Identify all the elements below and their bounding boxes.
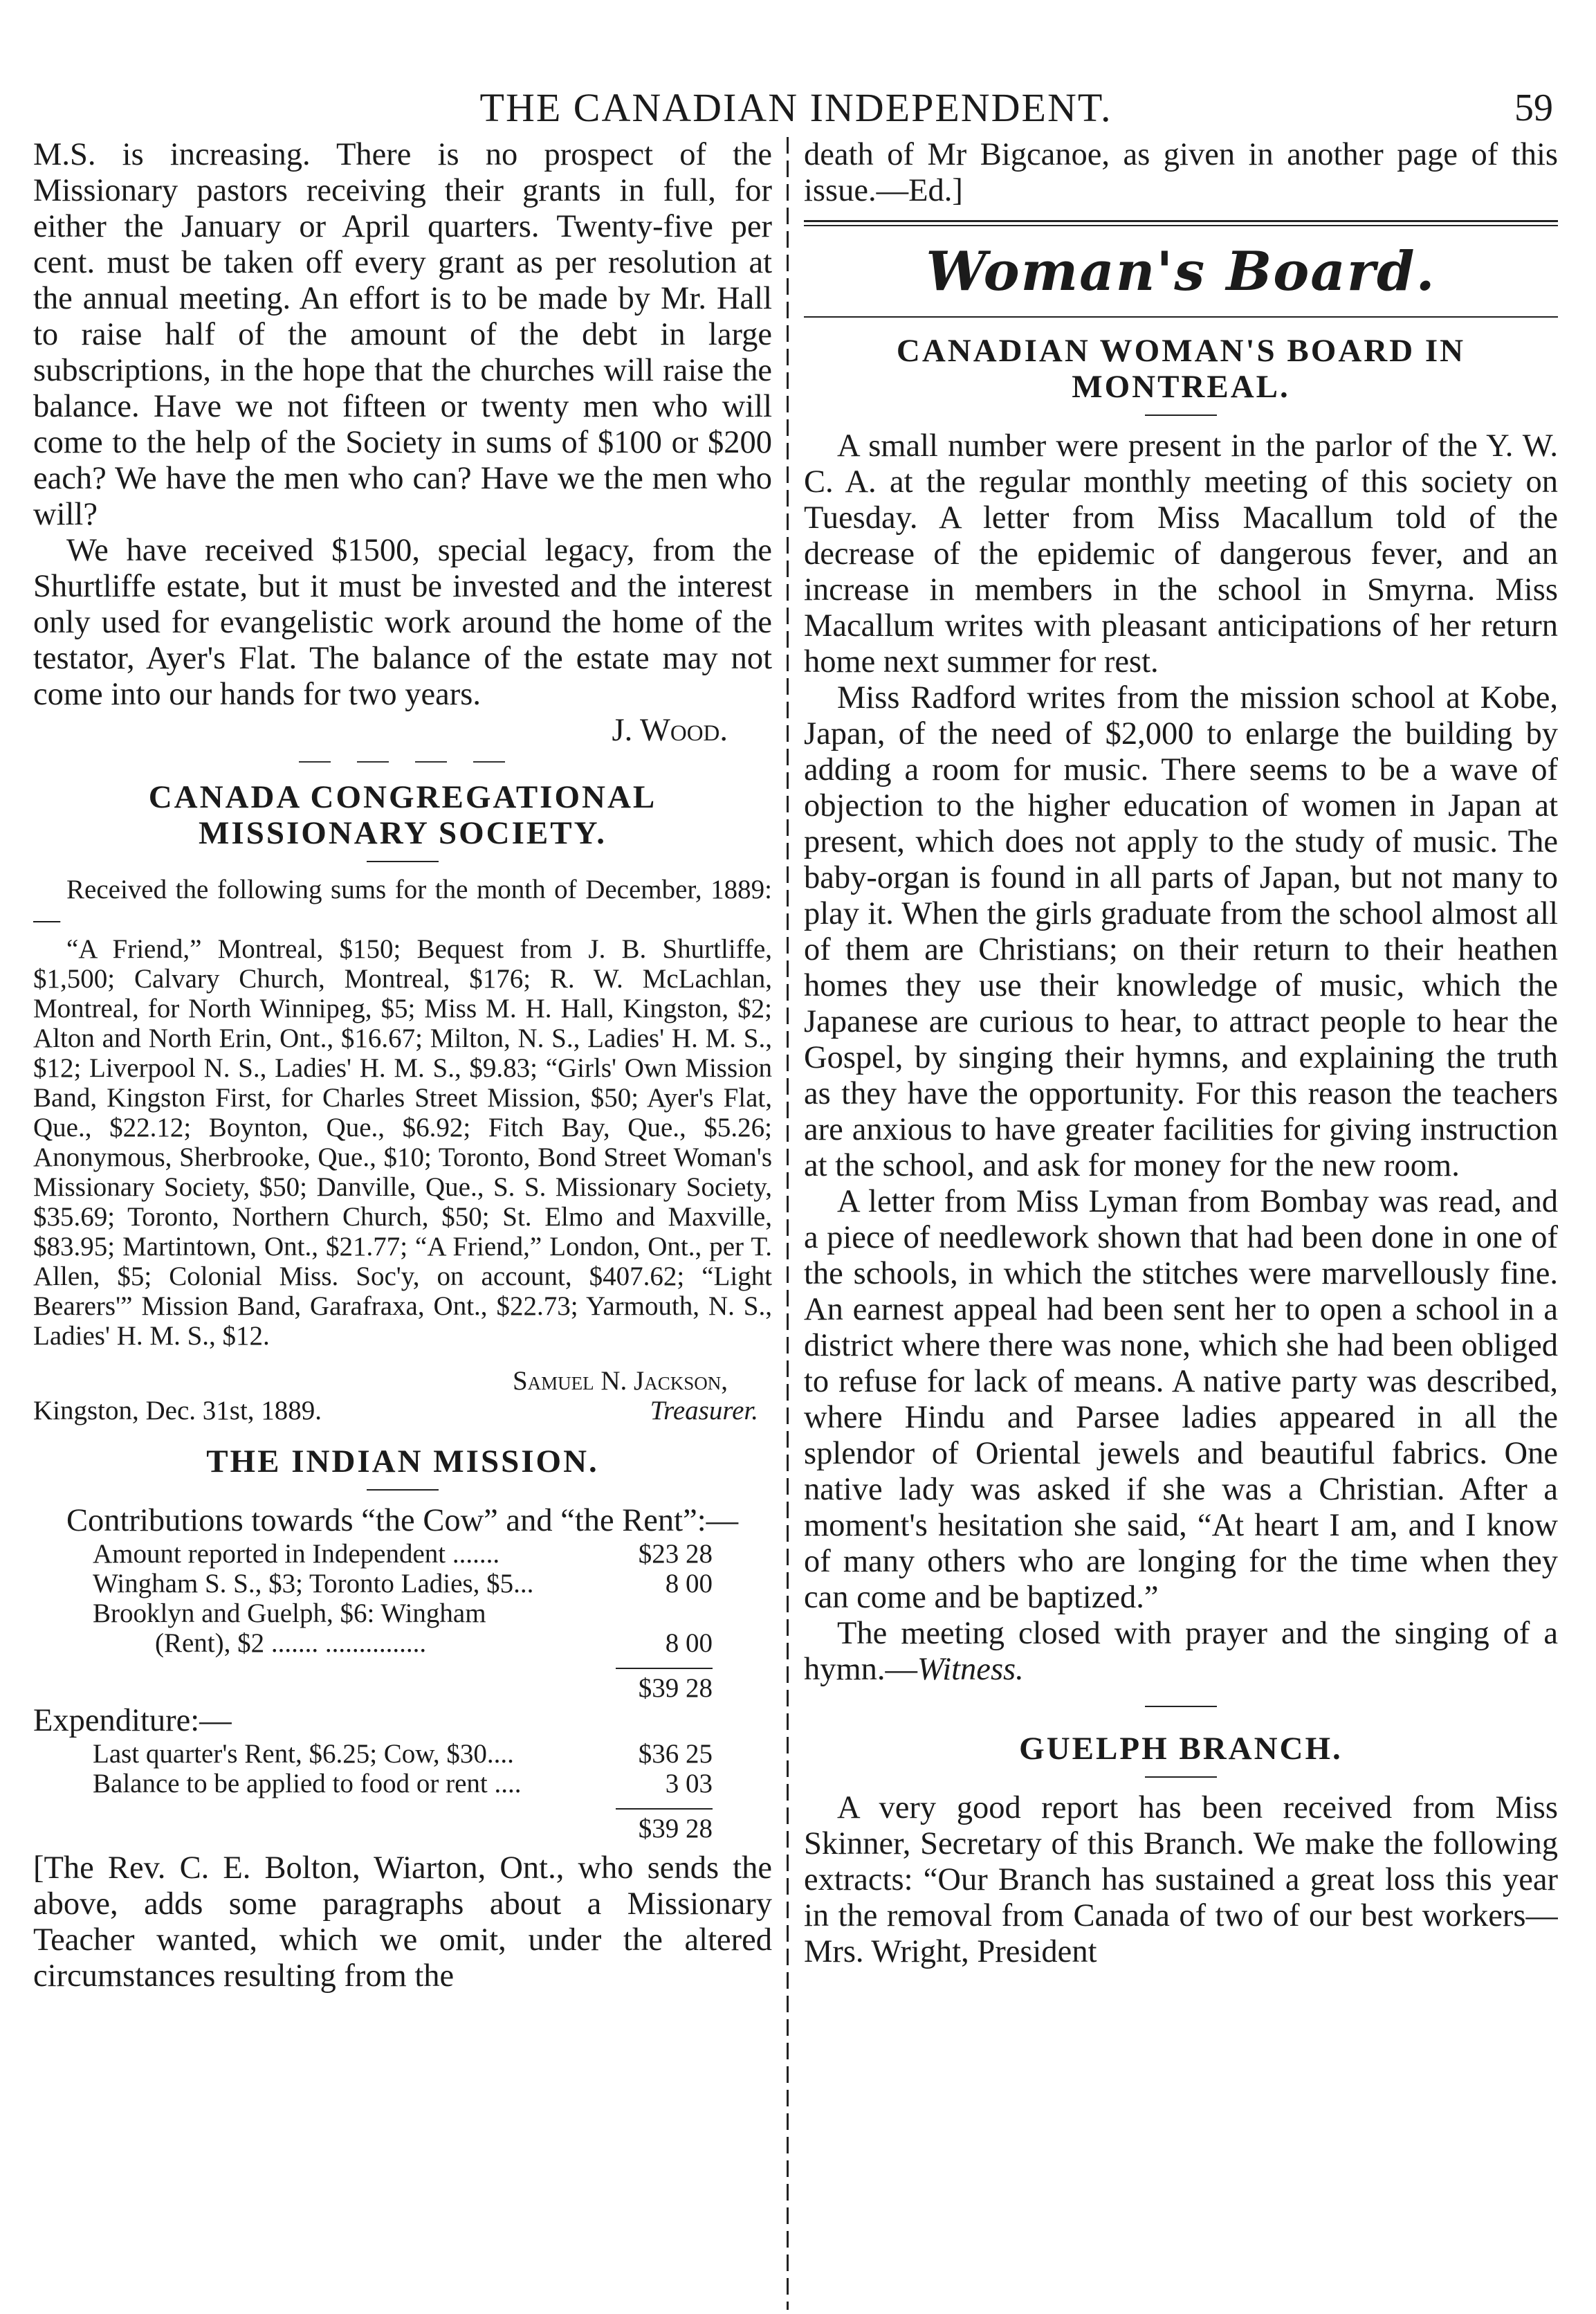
signature-text: J. Wood. [612,713,728,748]
closing-paragraph [804,1616,1558,1688]
heading-rule [367,1489,439,1491]
double-rule-bottom [804,225,1558,226]
treasurer-title: Treasurer. [650,1396,758,1425]
title-underline [804,316,1558,318]
heading-rule [1145,1776,1217,1778]
expenditure-total: $39 28 [638,1814,713,1843]
left-column [33,137,772,2296]
column-divider [787,137,789,2310]
row-amount [595,1598,713,1628]
radford-paragraph: Miss Radford writes from the mission school at Kobe, Japan, of the need of $2,000 to enlarge the building by adding a room for music. There seems to be a wave of objection to the higher education of women in Japan at present, which does not apply to the study of music. The baby-organ is found in all parts of Japan, but not many to play it. When the girls graduate from the school almost all of them are Christians; on their return to their heathen homes they use their knowledge of music, which the Japanese are curious to hear, to attract people to hear the Gospel, by singing their hymns, and explaining the truth as they have the opportunity. For this reason the teachers are anxious to have greater facilities for giving instruction at the school, and ask for money for the new room. [804,680,1558,1183]
row-label: Balance to be applied to food or rent .... [93,1769,522,1798]
received-list: “A Friend,” Montreal, $150; Bequest from J. B. Shurtliffe, $1,500; Calvary Church, Montreal, $176; R. W. McLachlan, Montreal, for North Winnipeg, $5; Miss M. H. Hall, Kingston, $2; Alton and North Erin, Ont., $16.67; Milton, N. S., Ladies' H. M. S., $12; Liverpool N. S., Ladies' H. M. S., $9.83; “Girls' Own Mission Band, Kingston First, for Charles Street Mission, $50; Ayer's Flat, Que., $22.12; Boynton, Que., $6.92; Fitch Bay, Que., $5.26; Anonymous, Sherbrooke, Que., $10; Toronto, Bond Street Woman's Missionary Society, $50; Danville, Que., S. S. Missionary Society, $35.69; Toronto, Northern Church, $50; St. Elmo and Maxville, $83.95; Martintown, Ont., $21.77; “A Friend,” London, Ont., per T. Allen, $5; Colonial Miss. Soc'y, on account, $407.62; “Light Bearers'” Mission Band, Garafraxa, Ont., $22.73; Yarmouth, N. S., Ladies' H. M. S., $12. [33,934,772,1351]
lyman-paragraph: A letter from Miss Lyman from Bombay was read, and a piece of needlework shown that had been done in one of the schools, in which the stitches were marvellously fine. An earnest appeal had been sent her to open a school in a district where there was none, which she had been obliged to refuse for lack of means. A native party was described, where Hindu and Parsee ladies appeared in all the splendor of Oriental jewels and beautiful fabrics. One native lady was asked if she was a Christian. After a moment's hesitation she said, “At heart I am, and I know of many others who are longing for the time when they can come and be baptized.” [804,1184,1558,1615]
department-title: Woman's Board. [926,240,1436,303]
expenditure-label: Expenditure:— [33,1703,232,1738]
table-row [93,1739,713,1769]
table-row [93,1539,713,1569]
running-header [33,83,1559,133]
signature-wood [33,713,772,749]
row-amount: 8 00 [665,1628,713,1658]
row-label: Last quarter's Rent, $6.25; Cow, $30.... [93,1739,514,1769]
missionary-society-paragraph: M.S. is increasing. There is no prospect of the Missionary pastors receiving their grants in full, for either the January or April quarters. Twenty-five per cent. must be taken off every grant as per resolution at the annual meeting. An effort is to be made by Mr. Hall to raise half of the amount of the debt in large subscriptions, in the hope that the churches will raise the balance. Have we not fifteen or twenty men who will come to the help of the Society in sums of $100 or $200 each? We have the men who can? Have we the men who will? [33,137,772,532]
kingston-date: Kingston, Dec. 31st, 1889. [33,1396,322,1425]
guelph-paragraph: A very good report has been received from Miss Skinner, Secretary of this Branch. We make the following extracts: “Our Branch has sustained a great loss this year in the removal from Canada of two of our best workers—Mrs. Wright, President [804,1790,1558,1969]
section-heading-indian-mission: THE INDIAN MISSION. [206,1443,599,1479]
section-heading-guelph: GUELPH BRANCH. [1019,1731,1343,1767]
section-separator [299,761,506,763]
row-label: (Rent), $2 ....... ............... [155,1628,427,1658]
double-rule-top [804,220,1558,222]
table-row [93,1598,713,1628]
heading-rule [367,861,439,862]
editor-note-continued: death of Mr Bigcanoe, as given in another page of this issue.—Ed.] [804,137,1558,208]
source-credit: Witness. [917,1652,1024,1687]
section-separator [1145,1706,1217,1707]
table-row [93,1769,713,1798]
closing-text: The meeting closed with prayer and the singing of a hymn.— [804,1616,1558,1687]
expenditure-table [33,1739,772,1843]
publication-title: THE CANADIAN INDEPENDENT. [479,85,1112,130]
row-amount: $36 25 [638,1739,713,1769]
right-column [804,137,1558,2296]
table-row [93,1628,713,1658]
contributions-intro: Contributions towards “the Cow” and “the Rent”:— [66,1503,739,1538]
row-label: Amount reported in Independent ....... [93,1539,500,1569]
editor-note: [The Rev. C. E. Bolton, Wiarton, Ont., who sends the above, adds some paragraphs about a Missionary Teacher wanted, which we omit, under the altered circumstances resulting from the [33,1850,772,1994]
row-amount: 8 00 [665,1569,713,1598]
received-intro: Received the following sums for the month of December, 1889:— [33,875,772,934]
ywca-paragraph: A small number were present in the parlor of the Y. W. C. A. at the regular monthly meeting of this society on Tuesday. A letter from Miss Macallum told of the decrease of the epidemic of dangerous fever, and an increase in members in the school in Smyrna. Miss Macallum writes with pleasant anticipations of her return home next summer for rest. [804,428,1558,680]
section-heading-congregational: CANADA CONGREGATIONAL MISSIONARY SOCIETY. [148,779,657,851]
section-heading-montreal: CANADIAN WOMAN'S BOARD IN MONTREAL. [896,333,1466,405]
row-amount: 3 03 [665,1769,713,1798]
heading-rule [1145,414,1217,416]
contributions-table [33,1539,772,1703]
row-amount: $23 28 [638,1539,713,1569]
legacy-paragraph: We have received $1500, special legacy, from the Shurtliffe estate, but it must be invested and the interest only used for evangelistic work around the home of the testator, Ayer's Flat. The balance of the estate may not come into our hands for two years. [33,533,772,712]
page-number: 59 [1514,86,1553,129]
row-label: Brooklyn and Guelph, $6: Wingham [93,1598,486,1628]
contributions-total: $39 28 [638,1673,713,1703]
row-label: Wingham S. S., $3; Toronto Ladies, $5... [93,1569,534,1598]
table-row [93,1569,713,1598]
treasurer-line [33,1396,772,1425]
treasurer-name: Samuel N. Jackson, [512,1366,728,1396]
